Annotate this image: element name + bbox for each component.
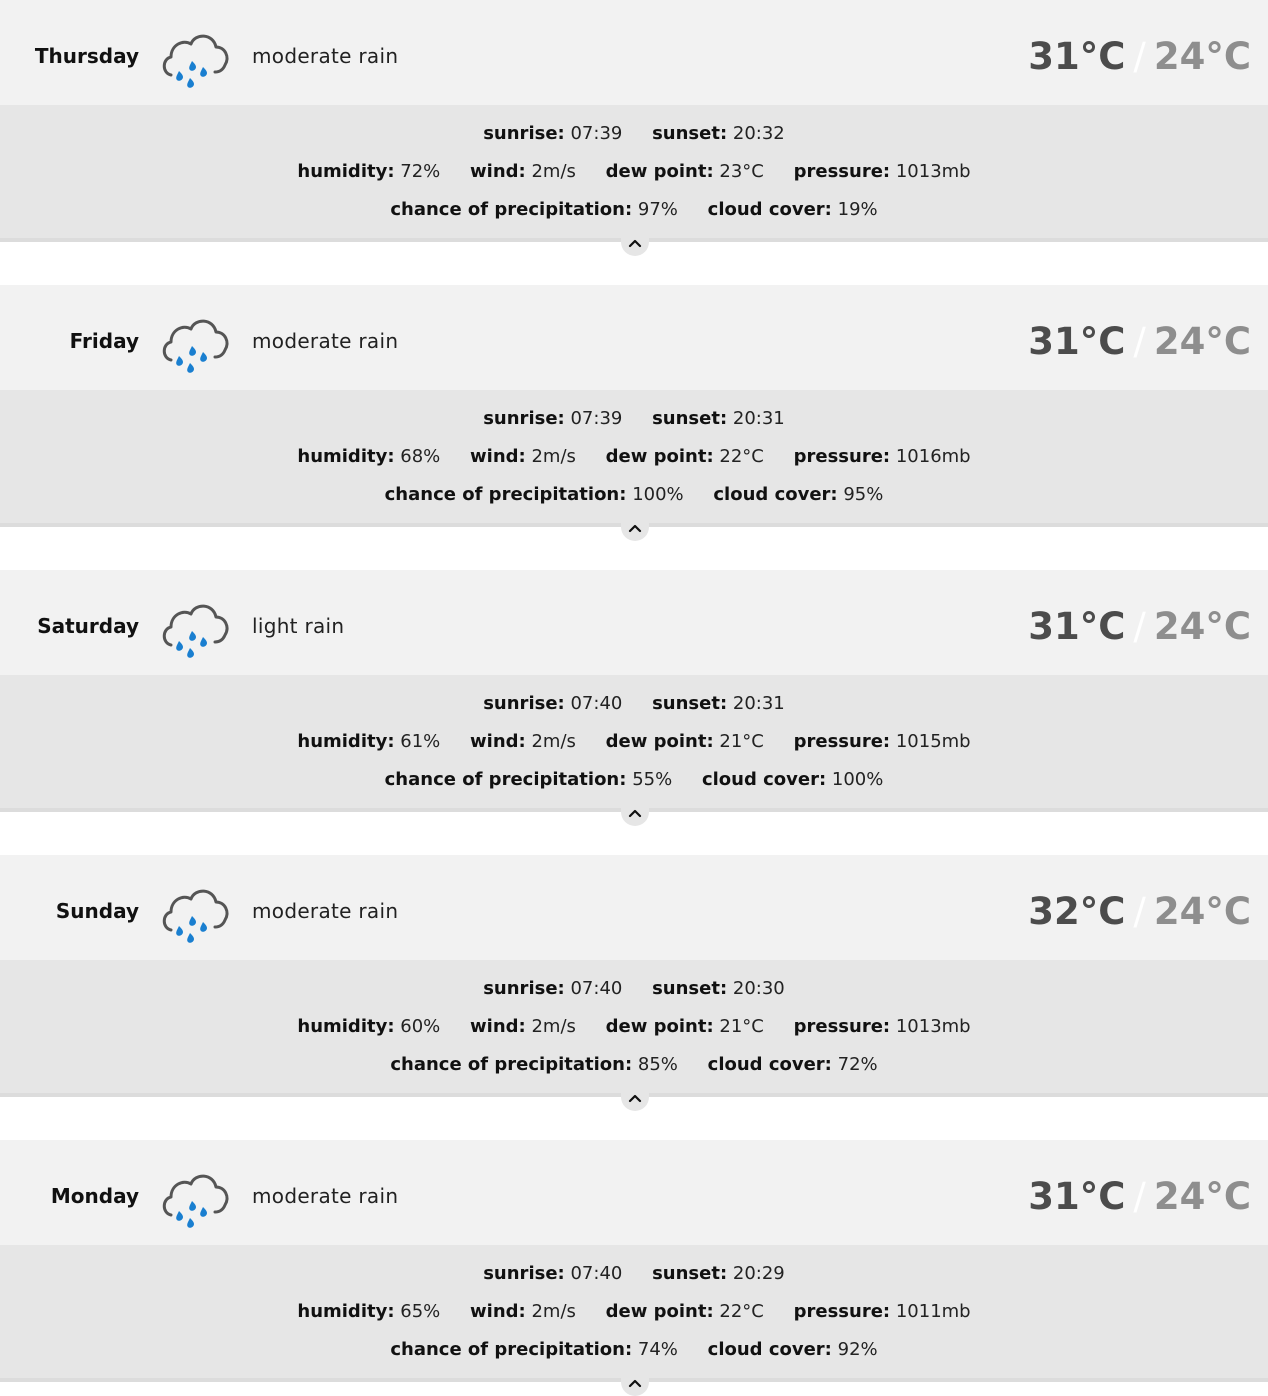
- cloud-cover-label: cloud cover:: [707, 1339, 832, 1360]
- sunset-label: sunset:: [652, 1263, 728, 1284]
- cloud-cover-item: [702, 769, 883, 790]
- pressure-label: pressure:: [793, 1016, 891, 1037]
- temp-high: 32°C: [1028, 890, 1126, 933]
- humidity-value: 68%: [400, 446, 441, 467]
- dew-point-label: dew point:: [605, 731, 714, 752]
- wind-label: wind:: [470, 1301, 526, 1322]
- wind-item: [470, 731, 576, 752]
- cloud-cover-item: [708, 1339, 878, 1360]
- wind-item: [470, 161, 576, 182]
- humidity-item: [297, 1016, 440, 1037]
- sunset-label: sunset:: [652, 693, 728, 714]
- cloud-cover-label: cloud cover:: [713, 484, 838, 505]
- details-row-precip: [0, 199, 1268, 220]
- chevron-up-icon: [628, 1378, 642, 1388]
- humidity-item: [297, 731, 440, 752]
- humidity-value: 65%: [400, 1301, 441, 1322]
- temp-high: 31°C: [1028, 35, 1126, 78]
- precipitation-label: chance of precipitation:: [384, 484, 627, 505]
- wind-item: [470, 446, 576, 467]
- day-name: Sunday: [55, 899, 139, 923]
- pressure-value: 1015mb: [895, 731, 971, 752]
- day-details: [0, 105, 1268, 242]
- sunset-item: [652, 978, 785, 999]
- day-header[interactable]: [0, 285, 1268, 390]
- wind-value: 2m/s: [531, 731, 576, 752]
- pressure-item: [794, 161, 971, 182]
- dew-point-value: 22°C: [719, 1301, 764, 1322]
- humidity-label: humidity:: [297, 731, 395, 752]
- temperature-range: [1028, 570, 1251, 675]
- dew-point-label: dew point:: [605, 1301, 714, 1322]
- humidity-label: humidity:: [297, 1301, 395, 1322]
- temp-high: 31°C: [1028, 605, 1126, 648]
- sunset-item: [652, 123, 785, 144]
- precipitation-label: chance of precipitation:: [390, 1339, 633, 1360]
- day-details: [0, 960, 1268, 1097]
- wind-item: [470, 1301, 576, 1322]
- sunset-label: sunset:: [652, 978, 728, 999]
- day-header[interactable]: [0, 0, 1268, 105]
- pressure-item: [794, 731, 971, 752]
- sunrise-label: sunrise:: [483, 408, 565, 429]
- sunrise-item: [483, 693, 622, 714]
- dew-point-item: [606, 446, 764, 467]
- wind-label: wind:: [470, 1016, 526, 1037]
- day-header[interactable]: [0, 855, 1268, 960]
- sunrise-label: sunrise:: [483, 1263, 565, 1284]
- dew-point-value: 22°C: [719, 446, 764, 467]
- day-name: Friday: [69, 329, 139, 353]
- cloud-cover-item: [708, 1054, 878, 1075]
- cloud-cover-value: 95%: [843, 484, 884, 505]
- sunrise-value: 07:40: [570, 978, 623, 999]
- humidity-label: humidity:: [297, 1016, 395, 1037]
- pressure-label: pressure:: [793, 446, 891, 467]
- sunrise-label: sunrise:: [483, 978, 565, 999]
- chevron-up-icon: [628, 523, 642, 533]
- pressure-item: [794, 446, 971, 467]
- dew-point-value: 21°C: [719, 1016, 764, 1037]
- humidity-item: [297, 446, 440, 467]
- collapse-button[interactable]: [621, 1085, 649, 1111]
- humidity-item: [297, 161, 440, 182]
- humidity-label: humidity:: [297, 446, 395, 467]
- details-row-conditions: [0, 1301, 1268, 1322]
- temp-separator: /: [1133, 605, 1146, 648]
- cloud-cover-label: cloud cover:: [707, 199, 832, 220]
- details-row-sun: [0, 693, 1268, 714]
- temp-high: 31°C: [1028, 320, 1126, 363]
- temp-low: 24°C: [1153, 35, 1251, 78]
- sunset-value: 20:30: [732, 978, 785, 999]
- sunrise-value: 07:40: [570, 693, 623, 714]
- precipitation-item: [390, 199, 678, 220]
- temp-separator: /: [1133, 1175, 1146, 1218]
- cloud-rain-icon: [159, 595, 231, 665]
- sunrise-item: [483, 978, 622, 999]
- cloud-rain-icon: [159, 25, 231, 95]
- temperature-range: [1028, 0, 1251, 105]
- precipitation-item: [390, 1054, 678, 1075]
- dew-point-label: dew point:: [605, 446, 714, 467]
- cloud-cover-value: 100%: [831, 769, 884, 790]
- chevron-up-icon: [628, 1093, 642, 1103]
- humidity-value: 61%: [400, 731, 441, 752]
- pressure-label: pressure:: [793, 161, 891, 182]
- cloud-rain-icon: [159, 310, 231, 380]
- temp-high: 31°C: [1028, 1175, 1126, 1218]
- day-details: [0, 1245, 1268, 1382]
- precipitation-item: [385, 769, 673, 790]
- day-name: Monday: [50, 1184, 139, 1208]
- pressure-value: 1011mb: [895, 1301, 971, 1322]
- collapse-button[interactable]: [621, 515, 649, 541]
- precipitation-value: 74%: [637, 1339, 678, 1360]
- temperature-range: [1028, 855, 1251, 960]
- details-row-precip: [0, 1054, 1268, 1075]
- pressure-label: pressure:: [793, 731, 891, 752]
- dew-point-value: 21°C: [719, 731, 764, 752]
- temp-low: 24°C: [1153, 320, 1251, 363]
- sunrise-item: [483, 123, 622, 144]
- dew-point-item: [606, 1016, 764, 1037]
- temp-separator: /: [1133, 35, 1146, 78]
- precipitation-value: 100%: [632, 484, 684, 505]
- cloud-cover-value: 19%: [837, 199, 878, 220]
- sunset-label: sunset:: [652, 123, 728, 144]
- temp-low: 24°C: [1153, 890, 1251, 933]
- sunrise-value: 07:39: [570, 123, 623, 144]
- precipitation-item: [385, 484, 684, 505]
- pressure-value: 1013mb: [895, 161, 971, 182]
- humidity-item: [297, 1301, 440, 1322]
- day-details: [0, 390, 1268, 527]
- sunset-value: 20:31: [732, 693, 785, 714]
- cloud-cover-value: 72%: [837, 1054, 878, 1075]
- sunset-item: [652, 408, 785, 429]
- sunrise-label: sunrise:: [483, 693, 565, 714]
- chevron-up-icon: [628, 808, 642, 818]
- sunset-value: 20:32: [732, 123, 785, 144]
- details-row-conditions: [0, 446, 1268, 467]
- chevron-up-icon: [628, 238, 642, 248]
- details-row-conditions: [0, 731, 1268, 752]
- details-row-precip: [0, 484, 1268, 505]
- precipitation-value: 55%: [632, 769, 673, 790]
- temp-separator: /: [1133, 320, 1146, 363]
- details-row-conditions: [0, 161, 1268, 182]
- sunrise-item: [483, 408, 622, 429]
- condition-text: moderate rain: [252, 44, 399, 68]
- wind-value: 2m/s: [531, 1016, 576, 1037]
- day-header[interactable]: [0, 570, 1268, 675]
- dew-point-item: [606, 731, 764, 752]
- details-row-sun: [0, 1263, 1268, 1284]
- sunrise-item: [483, 1263, 622, 1284]
- sunrise-value: 07:40: [570, 1263, 623, 1284]
- cloud-rain-icon: [159, 880, 231, 950]
- pressure-item: [794, 1016, 971, 1037]
- dew-point-label: dew point:: [605, 161, 714, 182]
- temperature-range: [1028, 1140, 1251, 1245]
- sunset-label: sunset:: [652, 408, 728, 429]
- day-details: [0, 675, 1268, 812]
- wind-value: 2m/s: [531, 446, 576, 467]
- humidity-value: 60%: [400, 1016, 441, 1037]
- wind-label: wind:: [470, 731, 526, 752]
- condition-text: moderate rain: [252, 899, 399, 923]
- details-row-sun: [0, 978, 1268, 999]
- dew-point-item: [606, 161, 764, 182]
- details-row-conditions: [0, 1016, 1268, 1037]
- pressure-value: 1013mb: [895, 1016, 971, 1037]
- details-row-precip: [0, 1339, 1268, 1360]
- precipitation-item: [390, 1339, 678, 1360]
- day-header[interactable]: [0, 1140, 1268, 1245]
- humidity-value: 72%: [400, 161, 441, 182]
- precipitation-label: chance of precipitation:: [390, 199, 633, 220]
- temp-low: 24°C: [1153, 1175, 1251, 1218]
- precipitation-label: chance of precipitation:: [384, 769, 627, 790]
- details-row-sun: [0, 408, 1268, 429]
- collapse-button[interactable]: [621, 800, 649, 826]
- collapse-button[interactable]: [621, 1370, 649, 1396]
- wind-value: 2m/s: [531, 1301, 576, 1322]
- temp-separator: /: [1133, 890, 1146, 933]
- cloud-rain-icon: [159, 1165, 231, 1235]
- humidity-label: humidity:: [297, 161, 395, 182]
- condition-text: light rain: [252, 614, 345, 638]
- condition-text: moderate rain: [252, 1184, 399, 1208]
- details-row-precip: [0, 769, 1268, 790]
- wind-label: wind:: [470, 161, 526, 182]
- cloud-cover-label: cloud cover:: [707, 1054, 832, 1075]
- details-row-sun: [0, 123, 1268, 144]
- sunrise-value: 07:39: [570, 408, 623, 429]
- temp-low: 24°C: [1153, 605, 1251, 648]
- dew-point-value: 23°C: [719, 161, 764, 182]
- cloud-cover-item: [708, 199, 878, 220]
- wind-value: 2m/s: [531, 161, 576, 182]
- wind-item: [470, 1016, 576, 1037]
- cloud-cover-value: 92%: [837, 1339, 878, 1360]
- sunset-value: 20:31: [732, 408, 785, 429]
- collapse-button[interactable]: [621, 230, 649, 256]
- sunset-item: [652, 1263, 785, 1284]
- day-name: Thursday: [34, 44, 139, 68]
- wind-label: wind:: [470, 446, 526, 467]
- sunrise-label: sunrise:: [483, 123, 565, 144]
- cloud-cover-item: [713, 484, 883, 505]
- pressure-item: [794, 1301, 971, 1322]
- dew-point-label: dew point:: [605, 1016, 714, 1037]
- precipitation-value: 85%: [637, 1054, 678, 1075]
- dew-point-item: [606, 1301, 764, 1322]
- pressure-value: 1016mb: [895, 446, 971, 467]
- precipitation-value: 97%: [637, 199, 678, 220]
- sunset-item: [652, 693, 785, 714]
- day-name: Saturday: [37, 614, 139, 638]
- pressure-label: pressure:: [793, 1301, 891, 1322]
- condition-text: moderate rain: [252, 329, 399, 353]
- temperature-range: [1028, 285, 1251, 390]
- precipitation-label: chance of precipitation:: [390, 1054, 633, 1075]
- sunset-value: 20:29: [732, 1263, 785, 1284]
- cloud-cover-label: cloud cover:: [701, 769, 827, 790]
